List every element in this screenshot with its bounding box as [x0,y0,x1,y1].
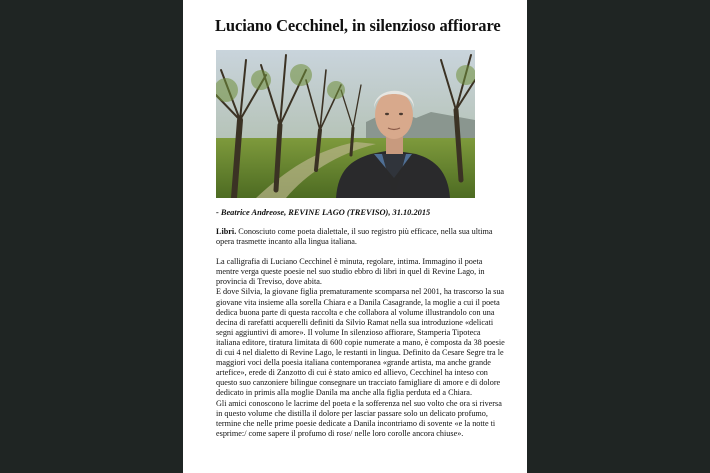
article-lead [216,227,506,247]
article-title: Luciano Cecchinel, in silenzioso affiorare [215,16,501,35]
lead-label: Libri. [216,227,237,236]
article-paragraph: E dove Silvia, la giovane figlia prematuramente scomparsa nel 2001, ha trascorso la sua giovane vita insieme alla sorella Chiara e a Danila Casagrande, la moglie a cui il poeta dedica buona parte di questa raccolta e che collabora al volume illustrandolo con una decina di rarefatti acquerelli definiti da Silvio Ramat nella sua introduzione «delicati segni aggiuntivi di amore». Il volume In silenzioso affiorare, Stamperia Tipoteca italiana editore, tiratura limitata di 600 copie numerate a mano, è composta da 38 poesie di cui 4 nel dialetto di Revine Lago, le restanti in lingua. Definito da Cesare Segre tra le maggiori voci della poesia italiana contemporanea «grande artista, ma anche grande artefice», erede di Zanzotto di cui è stato amico ed allievo, Cecchinel ha inteso con questo suo canzoniere bilingue consegnare un tracciato famigliare di amore e di dolore dedicato in primis alla moglie Danila ma anche alla figlia perduta ed a Chiara. [216,287,505,398]
article-byline: - Beatrice Andreose, REVINE LAGO (TREVISO), 31.10.2015 [216,208,431,217]
article-paragraph: La calligrafia di Luciano Cecchinel è minuta, regolare, intima. Immagino il poeta mentre verga queste poesie nel suo studio ebbro di libri in quel di Revine Lago, in provincia di Treviso, dove abita. [216,257,485,287]
article-photo [216,50,475,198]
article-paragraph: Gli amici conoscono le lacrime del poeta e la sofferenza nel suo volto che ora si riversa in questo volume che distilla il dolore per lasciar passare solo un delicato profumo, termine che nelle prime poesie dedicate a Danila incontriamo di sovente «e la notte ti esprime:/ come sapere il profumo di rose/ nelle loro corolle ancora chiuse». [216,398,502,438]
lead-text: Conosciuto come poeta dialettale, il suo registro più efficace, nella sua ultima opera trasmette incanto alla lingua italiana. [216,227,493,247]
document-page [183,0,527,473]
article-body [216,227,506,439]
